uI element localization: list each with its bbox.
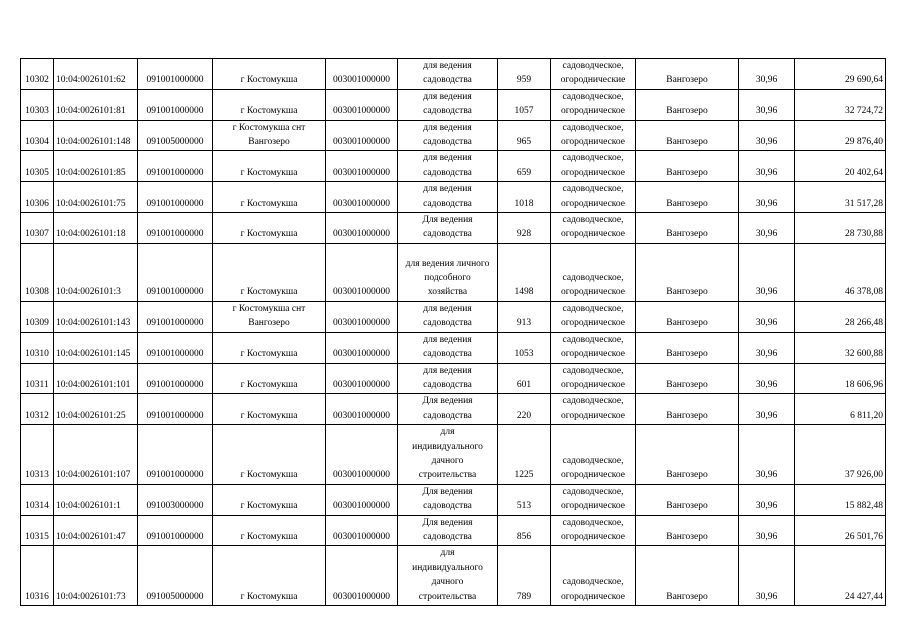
cadastral-zone-cell: Вангозеро <box>636 89 739 120</box>
locality-cell <box>213 484 326 515</box>
table-row <box>21 394 886 425</box>
cadastral-zone-cell: Вангозеро <box>636 332 739 363</box>
oktmo-code-cell: 003001000000 <box>326 89 398 120</box>
specific-value-cell: 30,96 <box>739 301 795 332</box>
oktmo-code-cell: 003001000000 <box>326 394 398 425</box>
land-category-cell <box>551 332 636 363</box>
permitted-use-cell <box>398 182 498 213</box>
locality-cell <box>213 243 326 301</box>
land-category-line: садоводческое, <box>562 517 624 528</box>
land-category-line: огородническое <box>560 198 626 209</box>
land-category-cell <box>551 120 636 151</box>
land-category-line: огородническое <box>560 379 626 390</box>
table-row <box>21 182 886 213</box>
locality-line: г Костомукша <box>240 229 298 240</box>
area-cell: 1225 <box>498 425 551 485</box>
cadastral-value-cell: 32 600,88 <box>795 332 886 363</box>
permitted-use-line: садоводства <box>423 198 472 209</box>
specific-value-cell: 30,96 <box>739 332 795 363</box>
permitted-use-cell <box>398 515 498 546</box>
permitted-use-line: садоводства <box>423 137 472 148</box>
cadastral-zone-cell: Вангозеро <box>636 515 739 546</box>
table-row <box>21 546 886 606</box>
permitted-use-line: садоводства <box>423 106 472 117</box>
specific-value-cell: 30,96 <box>739 484 795 515</box>
land-category-line: огородническое <box>560 287 626 298</box>
cadastral-number-cell: 10:04:0026101:1 <box>54 484 138 515</box>
area-cell: 220 <box>498 394 551 425</box>
land-category-cell <box>551 363 636 394</box>
permitted-use-line: для ведения <box>423 184 472 195</box>
locality-line: Вангозеро <box>248 318 290 329</box>
land-plots-table <box>20 58 886 606</box>
table-row <box>21 120 886 151</box>
locality-cell <box>213 151 326 182</box>
land-category-line: садоводческое, <box>562 365 624 376</box>
permitted-use-cell <box>398 546 498 606</box>
row-id-cell: 10314 <box>21 484 54 515</box>
locality-cell <box>213 425 326 485</box>
table-row <box>21 59 886 90</box>
permitted-use-cell <box>398 89 498 120</box>
permitted-use-line: садоводства <box>423 379 472 390</box>
permitted-use-cell <box>398 332 498 363</box>
cadastral-zone-cell: Вангозеро <box>636 546 739 606</box>
permitted-use-line: индивидуального <box>412 441 483 452</box>
land-category-line: огородническое <box>560 106 626 117</box>
land-category-cell <box>551 301 636 332</box>
cadastral-value-cell: 37 926,00 <box>795 425 886 485</box>
table-row <box>21 243 886 301</box>
oktmo-code-cell: 003001000000 <box>326 425 398 485</box>
area-cell: 1018 <box>498 182 551 213</box>
land-category-cell <box>551 59 636 90</box>
locality-line: Вангозеро <box>248 137 290 148</box>
land-category-cell <box>551 394 636 425</box>
locality-cell <box>213 332 326 363</box>
cadastral-number-cell: 10:04:0026101:25 <box>54 394 138 425</box>
permitted-use-cell <box>398 120 498 151</box>
permitted-use-line: садоводства <box>423 410 472 421</box>
permitted-use-cell <box>398 484 498 515</box>
land-category-line: садоводческое, <box>562 273 624 284</box>
cadastral-zone-cell: Вангозеро <box>636 243 739 301</box>
permitted-use-cell <box>398 59 498 90</box>
cadastral-number-cell: 10:04:0026101:47 <box>54 515 138 546</box>
oktmo-code-cell: 003001000000 <box>326 363 398 394</box>
locality-line: г Костомукша снт <box>232 122 306 133</box>
permitted-use-cell <box>398 243 498 301</box>
cadastral-value-cell: 29 876,40 <box>795 120 886 151</box>
cadastral-number-cell: 10:04:0026101:101 <box>54 363 138 394</box>
cadastral-zone-cell: Вангозеро <box>636 151 739 182</box>
row-id-cell: 10306 <box>21 182 54 213</box>
cadastral-zone-cell: Вангозеро <box>636 301 739 332</box>
specific-value-cell: 30,96 <box>739 243 795 301</box>
row-id-cell: 10309 <box>21 301 54 332</box>
specific-value-cell: 30,96 <box>739 213 795 244</box>
permitted-use-line: садоводства <box>423 75 472 86</box>
land-category-cell <box>551 151 636 182</box>
locality-cell <box>213 515 326 546</box>
cadastral-zone-cell: Вангозеро <box>636 213 739 244</box>
okato-code-cell: 091003000000 <box>138 484 213 515</box>
land-category-line: садоводческое, <box>562 334 624 345</box>
row-id-cell: 10316 <box>21 546 54 606</box>
permitted-use-line: Для ведения <box>422 396 473 407</box>
permitted-use-cell <box>398 151 498 182</box>
specific-value-cell: 30,96 <box>739 363 795 394</box>
area-cell: 1498 <box>498 243 551 301</box>
table-body <box>21 59 886 606</box>
permitted-use-line: для ведения личного <box>405 258 490 269</box>
locality-line: г Костомукша <box>240 591 298 602</box>
land-category-line: огороднические <box>560 75 626 86</box>
land-category-line: огородническое <box>560 501 626 512</box>
okato-code-cell: 091001000000 <box>138 151 213 182</box>
permitted-use-line: строительства <box>418 470 477 481</box>
okato-code-cell: 091001000000 <box>138 89 213 120</box>
oktmo-code-cell: 003001000000 <box>326 120 398 151</box>
locality-line: г Костомукша <box>240 287 298 298</box>
row-id-cell: 10313 <box>21 425 54 485</box>
okato-code-cell: 091005000000 <box>138 546 213 606</box>
locality-cell <box>213 182 326 213</box>
area-cell: 913 <box>498 301 551 332</box>
cadastral-value-cell: 28 266,48 <box>795 301 886 332</box>
specific-value-cell: 30,96 <box>739 151 795 182</box>
permitted-use-line: садоводства <box>423 229 472 240</box>
area-cell: 959 <box>498 59 551 90</box>
land-category-line: огородническое <box>560 591 626 602</box>
land-category-cell <box>551 213 636 244</box>
table-row <box>21 363 886 394</box>
oktmo-code-cell: 003001000000 <box>326 213 398 244</box>
cadastral-number-cell: 10:04:0026101:107 <box>54 425 138 485</box>
specific-value-cell: 30,96 <box>739 515 795 546</box>
cadastral-number-cell: 10:04:0026101:81 <box>54 89 138 120</box>
permitted-use-line: садоводства <box>423 349 472 360</box>
permitted-use-cell <box>398 213 498 244</box>
cadastral-zone-cell: Вангозеро <box>636 484 739 515</box>
land-category-line: огородническое <box>560 531 626 542</box>
land-category-line: садоводческое, <box>562 303 624 314</box>
area-cell: 856 <box>498 515 551 546</box>
cadastral-zone-cell: Вангозеро <box>636 59 739 90</box>
table-row <box>21 515 886 546</box>
locality-cell <box>213 546 326 606</box>
specific-value-cell: 30,96 <box>739 89 795 120</box>
row-id-cell: 10302 <box>21 59 54 90</box>
okato-code-cell: 091001000000 <box>138 332 213 363</box>
land-category-cell <box>551 484 636 515</box>
land-category-cell <box>551 515 636 546</box>
cadastral-number-cell: 10:04:0026101:85 <box>54 151 138 182</box>
cadastral-number-cell: 10:04:0026101:145 <box>54 332 138 363</box>
land-category-cell <box>551 182 636 213</box>
oktmo-code-cell: 003001000000 <box>326 243 398 301</box>
specific-value-cell: 30,96 <box>739 59 795 90</box>
land-category-cell <box>551 425 636 485</box>
locality-cell <box>213 59 326 90</box>
land-category-line: садоводческое, <box>562 184 624 195</box>
land-category-cell <box>551 243 636 301</box>
okato-code-cell: 091001000000 <box>138 425 213 485</box>
permitted-use-line: для ведения <box>423 91 472 102</box>
oktmo-code-cell: 003001000000 <box>326 182 398 213</box>
locality-line: г Костомукша <box>240 501 298 512</box>
row-id-cell: 10308 <box>21 243 54 301</box>
permitted-use-line: дачного <box>431 455 464 466</box>
locality-cell <box>213 213 326 244</box>
permitted-use-line: для ведения <box>423 61 472 71</box>
cadastral-number-cell: 10:04:0026101:3 <box>54 243 138 301</box>
permitted-use-line: Для ведения <box>422 517 473 528</box>
row-id-cell: 10312 <box>21 394 54 425</box>
specific-value-cell: 30,96 <box>739 394 795 425</box>
locality-line: г Костомукша снт <box>232 303 306 314</box>
permitted-use-line: для ведения <box>423 153 472 164</box>
cadastral-number-cell: 10:04:0026101:73 <box>54 546 138 606</box>
area-cell: 965 <box>498 120 551 151</box>
locality-line: г Костомукша <box>240 410 298 421</box>
cadastral-zone-cell: Вангозеро <box>636 182 739 213</box>
locality-line: г Костомукша <box>240 379 298 390</box>
okato-code-cell: 091001000000 <box>138 213 213 244</box>
row-id-cell: 10311 <box>21 363 54 394</box>
permitted-use-line: для ведения <box>423 334 472 345</box>
locality-line: г Костомукша <box>240 470 298 481</box>
cadastral-value-cell: 46 378,08 <box>795 243 886 301</box>
permitted-use-cell <box>398 363 498 394</box>
permitted-use-line: индивидуального <box>412 562 483 573</box>
land-category-cell <box>551 546 636 606</box>
locality-line: г Костомукша <box>240 167 298 178</box>
cadastral-zone-cell: Вангозеро <box>636 363 739 394</box>
okato-code-cell: 091001000000 <box>138 363 213 394</box>
locality-cell <box>213 120 326 151</box>
permitted-use-line: подсобного <box>424 273 471 284</box>
locality-cell <box>213 89 326 120</box>
permitted-use-line: садоводства <box>423 318 472 329</box>
permitted-use-cell <box>398 301 498 332</box>
land-category-line: огородническое <box>560 167 626 178</box>
permitted-use-line: садоводства <box>423 501 472 512</box>
permitted-use-line: садоводства <box>423 167 472 178</box>
permitted-use-line: Для ведения <box>422 486 473 497</box>
land-category-line: садоводческое, <box>562 61 624 71</box>
land-category-line: садоводческое, <box>562 122 624 133</box>
table-row <box>21 484 886 515</box>
area-cell: 601 <box>498 363 551 394</box>
locality-line: г Костомукша <box>240 531 298 542</box>
cadastral-value-cell: 29 690,64 <box>795 59 886 90</box>
area-cell: 659 <box>498 151 551 182</box>
land-category-cell <box>551 89 636 120</box>
land-category-line: садоводческое, <box>562 455 624 466</box>
permitted-use-line: Для ведения <box>422 215 473 226</box>
specific-value-cell: 30,96 <box>739 425 795 485</box>
land-category-line: садоводческое, <box>562 577 624 588</box>
cadastral-value-cell: 20 402,64 <box>795 151 886 182</box>
specific-value-cell: 30,96 <box>739 120 795 151</box>
specific-value-cell: 30,96 <box>739 182 795 213</box>
cadastral-value-cell: 18 606,96 <box>795 363 886 394</box>
row-id-cell: 10307 <box>21 213 54 244</box>
okato-code-cell: 091001000000 <box>138 59 213 90</box>
locality-line: г Костомукша <box>240 198 298 209</box>
cadastral-number-cell: 10:04:0026101:75 <box>54 182 138 213</box>
permitted-use-line: для <box>440 427 455 438</box>
land-category-line: садоводческое, <box>562 91 624 102</box>
oktmo-code-cell: 003001000000 <box>326 515 398 546</box>
okato-code-cell: 091001000000 <box>138 301 213 332</box>
land-category-line: огородническое <box>560 410 626 421</box>
cadastral-zone-cell: Вангозеро <box>636 394 739 425</box>
land-category-line: огородническое <box>560 349 626 360</box>
cadastral-value-cell: 15 882,48 <box>795 484 886 515</box>
land-category-line: огородническое <box>560 470 626 481</box>
permitted-use-line: строительства <box>418 591 477 602</box>
specific-value-cell: 30,96 <box>739 546 795 606</box>
permitted-use-cell <box>398 425 498 485</box>
permitted-use-line: садоводства <box>423 531 472 542</box>
permitted-use-line: для <box>440 548 455 559</box>
area-cell: 928 <box>498 213 551 244</box>
oktmo-code-cell: 003001000000 <box>326 301 398 332</box>
table-row <box>21 89 886 120</box>
cadastral-value-cell: 28 730,88 <box>795 213 886 244</box>
permitted-use-line: для ведения <box>423 303 472 314</box>
land-category-line: садоводческое, <box>562 153 624 164</box>
locality-line: г Костомукша <box>240 349 298 360</box>
okato-code-cell: 091001000000 <box>138 182 213 213</box>
area-cell: 513 <box>498 484 551 515</box>
cadastral-value-cell: 24 427,44 <box>795 546 886 606</box>
oktmo-code-cell: 003001000000 <box>326 59 398 90</box>
cadastral-value-cell: 32 724,72 <box>795 89 886 120</box>
land-category-line: садоводческое, <box>562 486 624 497</box>
cadastral-number-cell: 10:04:0026101:143 <box>54 301 138 332</box>
permitted-use-line: хозяйства <box>427 287 468 298</box>
row-id-cell: 10315 <box>21 515 54 546</box>
okato-code-cell: 091001000000 <box>138 243 213 301</box>
cadastral-value-cell: 31 517,28 <box>795 182 886 213</box>
cadastral-zone-cell: Вангозеро <box>636 120 739 151</box>
land-category-line: огородническое <box>560 229 626 240</box>
cadastral-number-cell: 10:04:0026101:18 <box>54 213 138 244</box>
table-row <box>21 425 886 485</box>
land-category-line: огородническое <box>560 137 626 148</box>
cadastral-number-cell: 10:04:0026101:62 <box>54 59 138 90</box>
oktmo-code-cell: 003001000000 <box>326 332 398 363</box>
area-cell: 789 <box>498 546 551 606</box>
oktmo-code-cell: 003001000000 <box>326 484 398 515</box>
cadastral-number-cell: 10:04:0026101:148 <box>54 120 138 151</box>
table-row <box>21 213 886 244</box>
land-category-line: садоводческое, <box>562 396 624 407</box>
area-cell: 1053 <box>498 332 551 363</box>
table-row <box>21 332 886 363</box>
table-row <box>21 151 886 182</box>
cadastral-value-cell: 26 501,76 <box>795 515 886 546</box>
cadastral-value-cell: 6 811,20 <box>795 394 886 425</box>
okato-code-cell: 091005000000 <box>138 120 213 151</box>
row-id-cell: 10305 <box>21 151 54 182</box>
area-cell: 1057 <box>498 89 551 120</box>
locality-line: г Костомукша <box>240 106 298 117</box>
permitted-use-line: дачного <box>431 577 464 588</box>
row-id-cell: 10303 <box>21 89 54 120</box>
okato-code-cell: 091001000000 <box>138 515 213 546</box>
land-category-line: огородническое <box>560 318 626 329</box>
locality-line: г Костомукша <box>240 75 298 86</box>
cadastral-zone-cell: Вангозеро <box>636 425 739 485</box>
land-category-line: садоводческое, <box>562 215 624 226</box>
oktmo-code-cell: 003001000000 <box>326 546 398 606</box>
okato-code-cell: 091001000000 <box>138 394 213 425</box>
table-row <box>21 301 886 332</box>
locality-cell <box>213 363 326 394</box>
permitted-use-cell <box>398 394 498 425</box>
row-id-cell: 10310 <box>21 332 54 363</box>
row-id-cell: 10304 <box>21 120 54 151</box>
permitted-use-line: для ведения <box>423 122 472 133</box>
locality-cell <box>213 394 326 425</box>
oktmo-code-cell: 003001000000 <box>326 151 398 182</box>
locality-cell <box>213 301 326 332</box>
permitted-use-line: для ведения <box>423 365 472 376</box>
